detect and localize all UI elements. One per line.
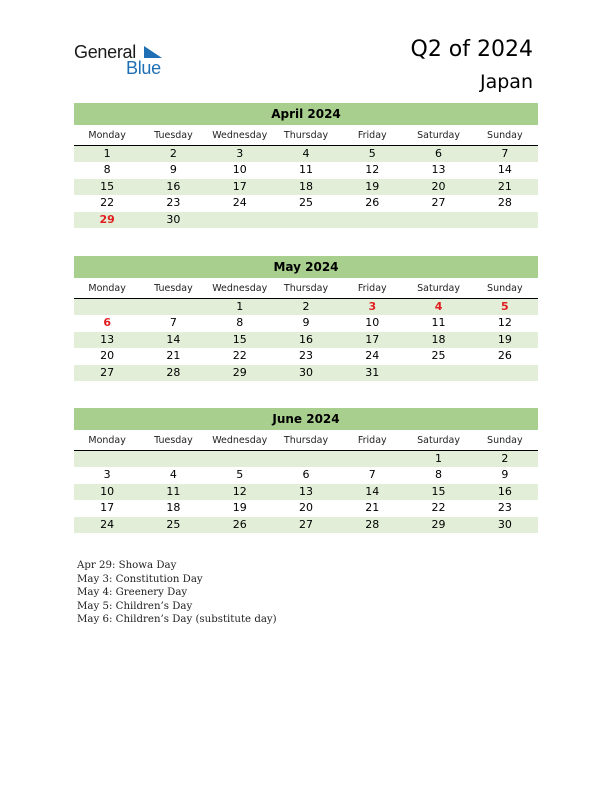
- weekday-label: Thursday: [283, 130, 329, 141]
- date-cell: 9: [302, 316, 310, 330]
- date-cell: 17: [100, 501, 115, 515]
- date-cell: 30: [298, 365, 313, 379]
- date-cell: 22: [232, 349, 247, 363]
- month-title: April 2024: [74, 103, 538, 125]
- weekday-label: Wednesday: [212, 130, 268, 141]
- weekday-label: Monday: [88, 130, 126, 141]
- weekday-label: Friday: [357, 435, 387, 446]
- date-cell: 1: [435, 452, 443, 465]
- date-cell: 17: [232, 179, 247, 193]
- date-cell: 27: [431, 196, 446, 210]
- date-cell: 10: [100, 484, 115, 498]
- date-cell: 20: [298, 501, 313, 515]
- date-cell: 22: [100, 196, 115, 210]
- weekday-label: Monday: [88, 283, 126, 294]
- date-cell: 26: [232, 517, 247, 531]
- date-cell: 19: [365, 179, 380, 193]
- week-row: [74, 162, 538, 178]
- holiday-date-cell: 6: [103, 316, 111, 330]
- date-cell: 23: [497, 501, 512, 515]
- week-row: [74, 500, 538, 516]
- date-cell: 29: [431, 517, 446, 531]
- date-cell: 3: [103, 468, 111, 482]
- date-cell: 20: [431, 179, 446, 193]
- date-cell: [273, 212, 339, 228]
- date-cell: 21: [166, 349, 181, 363]
- date-cell: 2: [302, 300, 310, 313]
- date-cell: 18: [166, 501, 181, 515]
- holiday-date-cell: 4: [434, 300, 443, 313]
- date-cell: 16: [166, 179, 181, 193]
- date-cell: [74, 451, 140, 467]
- date-cell: 5: [236, 468, 244, 482]
- date-cell: 5: [368, 147, 376, 160]
- date-cell: 15: [232, 332, 247, 346]
- date-cell: 24: [100, 517, 115, 531]
- date-cell: 23: [298, 349, 313, 363]
- date-cell: 4: [302, 147, 310, 160]
- date-cell: 24: [365, 349, 380, 363]
- date-cell: 16: [497, 484, 512, 498]
- date-cell: 1: [103, 147, 111, 160]
- date-cell: 10: [365, 316, 380, 330]
- month-calendar-may: [74, 256, 538, 381]
- date-cell: 21: [497, 179, 512, 193]
- holiday-note: May 5: Children’s Day: [77, 600, 193, 612]
- weekday-header-row: [74, 281, 538, 299]
- date-cell: [472, 212, 538, 228]
- page-title: Q2 of 2024: [410, 37, 533, 62]
- date-cell: 28: [166, 365, 181, 379]
- date-cell: 17: [365, 332, 380, 346]
- weekday-label: Sunday: [487, 435, 523, 446]
- week-row: [74, 348, 538, 364]
- date-cell: [140, 451, 206, 467]
- logo-word-blue: Blue: [126, 58, 161, 78]
- date-cell: [273, 451, 339, 467]
- date-cell: 18: [431, 332, 446, 346]
- weekday-label: Tuesday: [154, 283, 193, 294]
- weekday-label: Tuesday: [154, 435, 193, 446]
- date-cell: 1: [236, 300, 244, 313]
- date-cell: 3: [236, 147, 244, 160]
- week-row: [74, 299, 538, 315]
- date-cell: [207, 212, 273, 228]
- date-cell: 2: [501, 452, 509, 465]
- weekday-label: Saturday: [417, 435, 460, 446]
- date-cell: 12: [365, 163, 380, 177]
- week-row: [74, 484, 538, 500]
- weekday-label: Monday: [88, 435, 126, 446]
- date-cell: 26: [497, 349, 512, 363]
- date-cell: [405, 212, 471, 228]
- week-row: [74, 146, 538, 162]
- date-cell: [339, 212, 405, 228]
- date-cell: 29: [232, 365, 247, 379]
- date-cell: [405, 365, 471, 381]
- date-cell: 14: [365, 484, 380, 498]
- weekday-label: Friday: [357, 283, 387, 294]
- date-cell: 8: [435, 468, 443, 482]
- date-cell: 16: [298, 332, 313, 346]
- holiday-date-cell: 29: [99, 212, 115, 226]
- month-calendar-june: [74, 408, 538, 533]
- week-row: [74, 315, 538, 331]
- date-cell: 11: [298, 163, 313, 177]
- date-cell: 11: [166, 484, 181, 498]
- week-row: [74, 365, 538, 381]
- date-cell: 22: [431, 501, 446, 515]
- weekday-header-row: [74, 128, 538, 146]
- holiday-date-cell: 5: [501, 300, 509, 313]
- month-title: June 2024: [74, 408, 538, 430]
- logo-word-general: General: [74, 42, 136, 62]
- week-row: [74, 195, 538, 211]
- date-cell: 9: [501, 468, 509, 482]
- country-name: Japan: [480, 71, 533, 93]
- date-cell: 30: [497, 517, 512, 531]
- date-cell: 9: [169, 163, 177, 177]
- date-cell: 15: [100, 179, 115, 193]
- date-cell: 24: [232, 196, 247, 210]
- date-cell: [140, 299, 206, 315]
- weekday-label: Wednesday: [212, 283, 268, 294]
- holiday-date-cell: 3: [368, 300, 377, 313]
- date-cell: 11: [431, 316, 446, 330]
- month-title: May 2024: [74, 256, 538, 278]
- brand-logo: [74, 42, 174, 78]
- date-cell: [472, 365, 538, 381]
- date-cell: [207, 451, 273, 467]
- date-cell: 25: [166, 517, 181, 531]
- weekday-label: Thursday: [283, 283, 329, 294]
- week-row: [74, 179, 538, 195]
- date-cell: 26: [365, 196, 380, 210]
- weekday-label: Sunday: [487, 130, 523, 141]
- date-cell: 19: [232, 501, 247, 515]
- date-cell: 12: [232, 484, 247, 498]
- week-row: [74, 332, 538, 348]
- date-cell: 6: [302, 468, 310, 482]
- date-cell: 31: [365, 365, 380, 379]
- date-cell: 27: [100, 365, 115, 379]
- date-cell: 27: [298, 517, 313, 531]
- date-cell: 13: [100, 332, 115, 346]
- date-cell: 14: [497, 163, 512, 177]
- date-cell: 25: [298, 196, 313, 210]
- date-cell: [339, 451, 405, 467]
- date-cell: 19: [497, 332, 512, 346]
- holiday-note: May 6: Children’s Day (substitute day): [77, 614, 277, 626]
- date-cell: 7: [501, 147, 509, 160]
- date-cell: 2: [169, 147, 177, 160]
- holiday-note: May 4: Greenery Day: [77, 587, 188, 599]
- week-row: [74, 517, 538, 533]
- holiday-note: May 3: Constitution Day: [77, 573, 203, 585]
- weekday-label: Sunday: [487, 283, 523, 294]
- date-cell: [74, 299, 140, 315]
- weekday-header-row: [74, 433, 538, 451]
- date-cell: 30: [166, 212, 181, 226]
- date-cell: 18: [298, 179, 313, 193]
- date-cell: 7: [368, 468, 376, 482]
- date-cell: 6: [435, 147, 443, 160]
- week-row: [74, 451, 538, 467]
- date-cell: 14: [166, 332, 181, 346]
- date-cell: 28: [365, 517, 380, 531]
- date-cell: 12: [497, 316, 512, 330]
- date-cell: 13: [298, 484, 313, 498]
- date-cell: 7: [169, 316, 177, 330]
- date-cell: 8: [236, 316, 244, 330]
- date-cell: 8: [103, 163, 111, 177]
- holiday-note: Apr 29: Showa Day: [77, 560, 177, 571]
- date-cell: 15: [431, 484, 446, 498]
- holiday-list: [77, 559, 277, 627]
- weekday-label: Thursday: [283, 435, 329, 446]
- weekday-label: Saturday: [417, 130, 460, 141]
- date-cell: 4: [169, 468, 177, 482]
- date-cell: 21: [365, 501, 380, 515]
- date-cell: 10: [232, 163, 247, 177]
- month-calendar-april: [74, 103, 538, 228]
- weekday-label: Tuesday: [154, 130, 193, 141]
- date-cell: 23: [166, 196, 181, 210]
- week-row: [74, 467, 538, 483]
- weekday-label: Saturday: [417, 283, 460, 294]
- weekday-label: Friday: [357, 130, 387, 141]
- date-cell: 28: [497, 196, 512, 210]
- date-cell: 25: [431, 349, 446, 363]
- weekday-label: Wednesday: [212, 435, 268, 446]
- date-cell: 20: [100, 349, 115, 363]
- week-row: [74, 212, 538, 228]
- date-cell: 13: [431, 163, 446, 177]
